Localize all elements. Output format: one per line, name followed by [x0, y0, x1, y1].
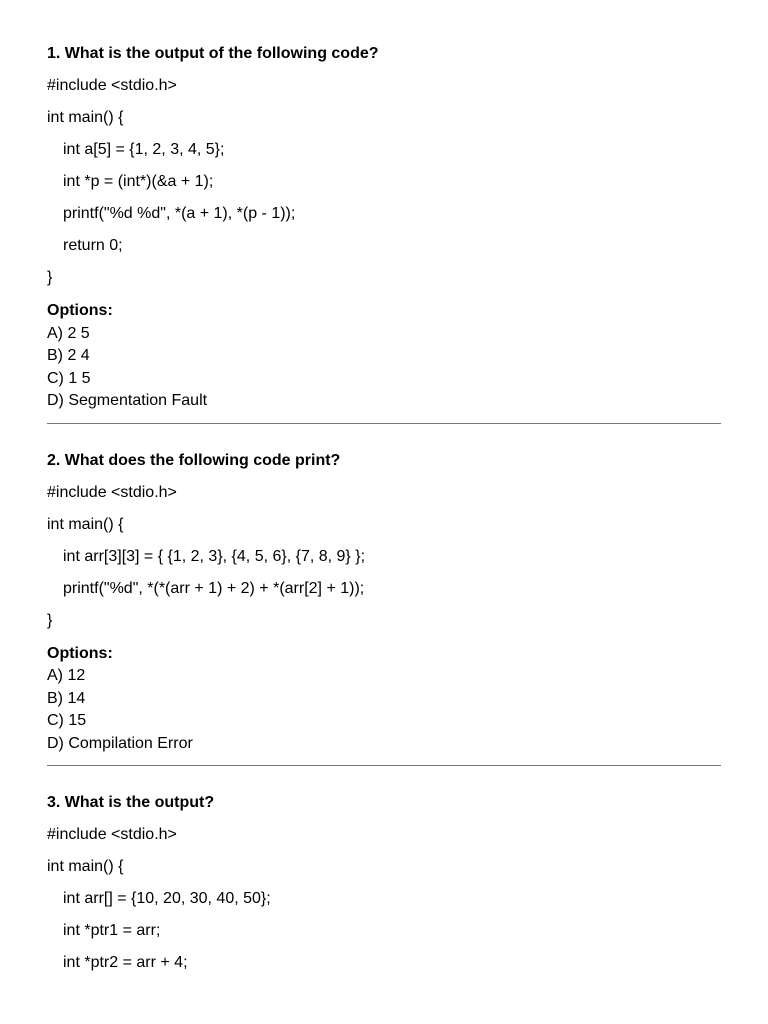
divider	[47, 765, 721, 766]
q3-code-line-3: int arr[] = {10, 20, 30, 40, 50};	[63, 890, 271, 907]
q2-code-line-4: printf("%d", *(*(arr + 1) + 2) + *(arr[2] + 1));	[63, 580, 365, 597]
q1-code-line-6: return 0;	[63, 237, 123, 254]
q1-code-line-3: int a[5] = {1, 2, 3, 4, 5};	[63, 141, 225, 158]
question-3-title: 3. What is the output?	[47, 794, 215, 811]
q1-code-line-4: int *p = (int*)(&a + 1);	[63, 173, 214, 190]
q3-code-line-4: int *ptr1 = arr;	[63, 922, 161, 939]
q2-option-b: B) 14	[47, 690, 86, 707]
q2-code-line-1: #include <stdio.h>	[47, 484, 177, 501]
q1-options-label: Options:	[47, 302, 113, 319]
q1-code-line-1: #include <stdio.h>	[47, 77, 177, 94]
q2-option-d: D) Compilation Error	[47, 735, 193, 752]
q1-option-c: C) 1 5	[47, 370, 91, 387]
question-1-title: 1. What is the output of the following code?	[47, 45, 379, 62]
q3-code-line-2: int main() {	[47, 858, 124, 875]
q3-code-line-5: int *ptr2 = arr + 4;	[63, 954, 188, 971]
q3-code-line-1: #include <stdio.h>	[47, 826, 177, 843]
divider	[47, 423, 721, 424]
q2-code-line-2: int main() {	[47, 516, 124, 533]
q1-option-a: A) 2 5	[47, 325, 90, 342]
q2-option-c: C) 15	[47, 712, 87, 729]
q2-code-line-5: }	[47, 612, 53, 629]
q1-code-line-5: printf("%d %d", *(a + 1), *(p - 1));	[63, 205, 296, 222]
question-2-title: 2. What does the following code print?	[47, 452, 341, 469]
q1-option-b: B) 2 4	[47, 347, 90, 364]
q1-code-line-7: }	[47, 269, 53, 286]
q2-code-line-3: int arr[3][3] = { {1, 2, 3}, {4, 5, 6}, {7, 8, 9} };	[63, 548, 366, 565]
q2-options-label: Options:	[47, 645, 113, 662]
q1-option-d: D) Segmentation Fault	[47, 392, 208, 409]
q2-option-a: A) 12	[47, 667, 86, 684]
q1-code-line-2: int main() {	[47, 109, 124, 126]
